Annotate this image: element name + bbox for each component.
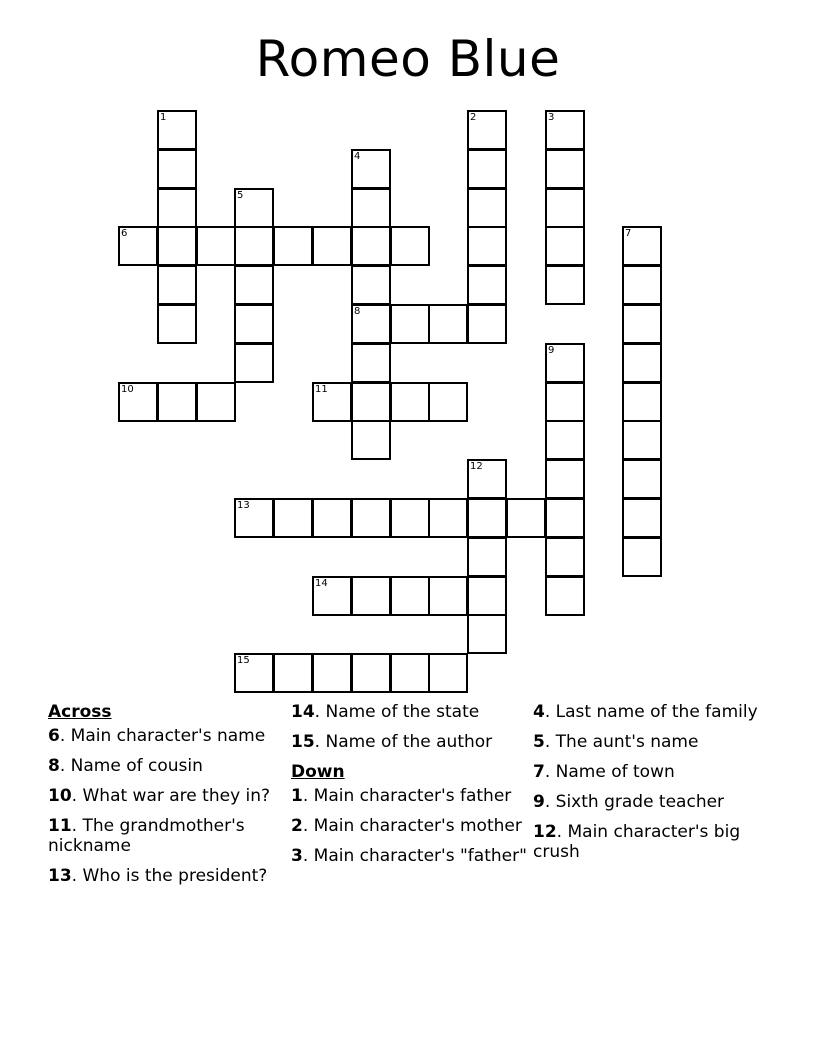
grid-cell[interactable]	[467, 304, 507, 344]
down-clue: 4. Last name of the family	[533, 702, 758, 722]
grid-cell[interactable]	[234, 226, 274, 266]
clue-text: Main character's mother	[313, 816, 522, 836]
clue-number: 10	[48, 786, 72, 806]
grid-cell[interactable]	[273, 226, 313, 266]
grid-cell[interactable]	[428, 382, 468, 422]
grid-cell[interactable]	[351, 149, 391, 189]
grid-cell[interactable]	[196, 382, 236, 422]
grid-cell[interactable]	[351, 420, 391, 460]
grid-cell[interactable]	[351, 653, 391, 693]
clue-text: Name of the author	[325, 732, 493, 752]
clue-number: 8	[48, 756, 60, 776]
grid-cell[interactable]	[545, 110, 585, 150]
grid-cell[interactable]	[390, 382, 430, 422]
grid-cell[interactable]	[622, 382, 662, 422]
grid-cell[interactable]	[234, 343, 274, 383]
grid-cell[interactable]	[312, 498, 352, 538]
clue-text: Name of cousin	[70, 756, 203, 776]
grid-cell[interactable]	[545, 537, 585, 577]
grid-cell[interactable]	[467, 265, 507, 305]
grid-cell[interactable]	[467, 149, 507, 189]
grid-cell[interactable]	[157, 304, 197, 344]
grid-cell[interactable]	[351, 576, 391, 616]
clue-text: Name of the state	[325, 702, 480, 722]
clue-number: 1	[291, 786, 303, 806]
grid-cell[interactable]	[351, 265, 391, 305]
grid-cell[interactable]	[467, 576, 507, 616]
grid-cell[interactable]	[390, 498, 430, 538]
grid-cell[interactable]	[622, 226, 662, 266]
grid-cell[interactable]	[234, 304, 274, 344]
clue-text: Last name of the family	[555, 702, 758, 722]
across-clue: 11. The grandmother's nickname	[48, 816, 245, 856]
grid-cell[interactable]	[467, 498, 507, 538]
across-clue: 8. Name of cousin	[48, 756, 203, 776]
grid-cell[interactable]	[351, 304, 391, 344]
clue-text: Main character's big crush	[533, 822, 741, 862]
clue-number: 5	[533, 732, 545, 752]
down-clue: 3. Main character's "father"	[291, 846, 527, 866]
grid-cell[interactable]	[390, 304, 430, 344]
clue-text: Name of town	[555, 762, 675, 782]
grid-cell[interactable]	[234, 265, 274, 305]
clue-number: 6	[121, 228, 128, 239]
clue-text: What war are they in?	[82, 786, 271, 806]
grid-cell[interactable]	[545, 265, 585, 305]
grid-cell[interactable]	[506, 498, 546, 538]
clue-number: 10	[121, 384, 134, 395]
clue-column-1	[48, 702, 288, 896]
clue-number: 1	[160, 112, 167, 123]
grid-cell[interactable]	[157, 149, 197, 189]
grid-cell[interactable]	[118, 226, 158, 266]
grid-cell[interactable]	[467, 188, 507, 228]
clue-number: 2	[291, 816, 303, 836]
across-heading: Across	[48, 702, 112, 722]
grid-cell[interactable]	[157, 188, 197, 228]
grid-cell[interactable]	[622, 265, 662, 305]
down-clue: 7. Name of town	[533, 762, 675, 782]
clue-number: 15	[237, 655, 250, 666]
grid-cell[interactable]	[545, 188, 585, 228]
grid-cell[interactable]	[622, 459, 662, 499]
grid-cell[interactable]	[428, 653, 468, 693]
clue-text: Who is the president?	[82, 866, 268, 886]
clue-text: Main character's father	[313, 786, 512, 806]
grid-cell[interactable]	[351, 226, 391, 266]
grid-cell[interactable]	[545, 343, 585, 383]
grid-cell[interactable]	[273, 653, 313, 693]
grid-cell[interactable]	[234, 498, 274, 538]
across-clue: 6. Main character's name	[48, 726, 266, 746]
across-clue: 10. What war are they in?	[48, 786, 271, 806]
grid-cell[interactable]	[351, 188, 391, 228]
down-clue: 2. Main character's mother	[291, 816, 522, 836]
down-clue: 12. Main character's big crush	[533, 822, 741, 862]
clue-number: 9	[533, 792, 545, 812]
clue-column-3	[533, 702, 773, 872]
grid-cell[interactable]	[196, 226, 236, 266]
across-clue: 15. Name of the author	[291, 732, 493, 752]
grid-cell[interactable]	[545, 420, 585, 460]
grid-cell[interactable]	[545, 149, 585, 189]
grid-cell[interactable]	[390, 226, 430, 266]
grid-cell[interactable]	[312, 382, 352, 422]
clue-number: 5	[237, 190, 244, 201]
grid-cell[interactable]	[428, 576, 468, 616]
clue-number: 7	[625, 228, 632, 239]
grid-cell[interactable]	[545, 382, 585, 422]
clue-number: 11	[48, 816, 72, 836]
clue-number: 4	[354, 151, 361, 162]
grid-cell[interactable]	[312, 226, 352, 266]
down-clue: 5. The aunt's name	[533, 732, 699, 752]
grid-cell[interactable]	[234, 188, 274, 228]
grid-cell[interactable]	[234, 653, 274, 693]
grid-cell[interactable]	[622, 304, 662, 344]
grid-cell[interactable]	[351, 343, 391, 383]
grid-cell[interactable]	[467, 459, 507, 499]
grid-cell[interactable]	[545, 498, 585, 538]
grid-cell[interactable]	[157, 382, 197, 422]
across-clue: 14. Name of the state	[291, 702, 480, 722]
clue-text: Main character's name	[70, 726, 266, 746]
clue-number: 6	[48, 726, 60, 746]
grid-cell[interactable]	[622, 498, 662, 538]
grid-cell[interactable]	[467, 226, 507, 266]
clue-number: 14	[315, 578, 328, 589]
clue-number: 4	[533, 702, 545, 722]
grid-cell[interactable]	[622, 420, 662, 460]
clue-number: 12	[470, 461, 483, 472]
grid-cell[interactable]	[545, 459, 585, 499]
grid-cell[interactable]	[312, 576, 352, 616]
grid-cell[interactable]	[545, 226, 585, 266]
clue-number: 7	[533, 762, 545, 782]
clue-number: 13	[48, 866, 72, 886]
grid-cell[interactable]	[351, 382, 391, 422]
clue-number: 8	[354, 306, 361, 317]
clue-number: 2	[470, 112, 477, 123]
grid-cell[interactable]	[467, 614, 507, 654]
clue-column-2	[291, 702, 531, 876]
clue-number: 12	[533, 822, 557, 842]
clue-text: Main character's "father"	[313, 846, 527, 866]
grid-cell[interactable]	[390, 653, 430, 693]
grid-cell[interactable]	[312, 653, 352, 693]
grid-cell[interactable]	[157, 110, 197, 150]
clue-number: 14	[291, 702, 315, 722]
across-clue: 13. Who is the president?	[48, 866, 268, 886]
grid-cell[interactable]	[545, 576, 585, 616]
clue-text: The grandmother's nickname	[48, 816, 245, 856]
grid-cell[interactable]	[351, 498, 391, 538]
grid-cell[interactable]	[157, 265, 197, 305]
grid-cell[interactable]	[467, 537, 507, 577]
grid-cell[interactable]	[157, 226, 197, 266]
grid-cell[interactable]	[390, 576, 430, 616]
grid-cell[interactable]	[622, 343, 662, 383]
grid-cell[interactable]	[273, 498, 313, 538]
grid-cell[interactable]	[118, 382, 158, 422]
clue-text: Sixth grade teacher	[555, 792, 725, 812]
grid-cell[interactable]	[467, 110, 507, 150]
grid-cell[interactable]	[428, 304, 468, 344]
down-clue: 1. Main character's father	[291, 786, 512, 806]
down-clue: 9. Sixth grade teacher	[533, 792, 725, 812]
clue-number: 9	[548, 345, 555, 356]
clue-number: 13	[237, 500, 250, 511]
down-heading: Down	[291, 762, 345, 782]
clue-number: 3	[548, 112, 555, 123]
clue-number: 15	[291, 732, 315, 752]
clue-text: The aunt's name	[555, 732, 699, 752]
page-title: Romeo Blue	[255, 30, 561, 88]
grid-cell[interactable]	[428, 498, 468, 538]
grid-cell[interactable]	[622, 537, 662, 577]
clue-number: 3	[291, 846, 303, 866]
clue-number: 11	[315, 384, 328, 395]
